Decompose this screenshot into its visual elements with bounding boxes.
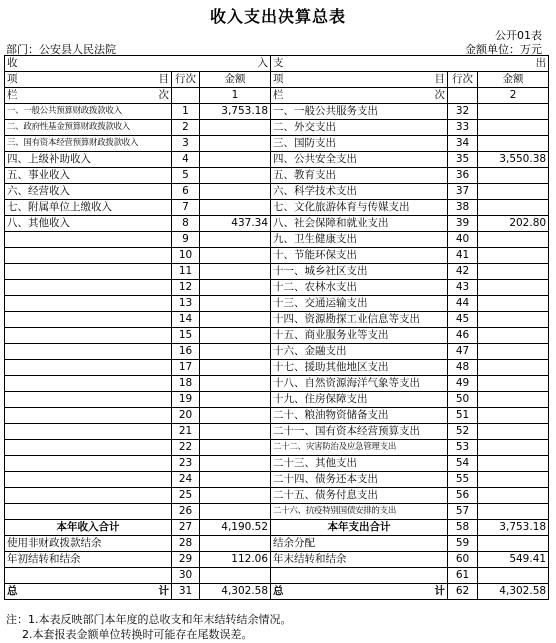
income-item-label: 五、事业收入 [5, 168, 172, 184]
expense-row-no: 51 [448, 408, 478, 424]
expense-row-no: 36 [448, 168, 478, 184]
expense-row-no: 53 [448, 440, 478, 456]
income-item-label: 七、附属单位上缴收入 [5, 200, 172, 216]
income-item-label [5, 312, 172, 328]
income-item-label [5, 280, 172, 296]
income-grand-total-label: 总 计 [5, 584, 172, 600]
expense-row-no: 42 [448, 264, 478, 280]
table-row [5, 248, 549, 264]
income-item-label [5, 472, 172, 488]
table-row [5, 392, 549, 408]
income-item-label [5, 456, 172, 472]
expense-item-label: 十八、自然资源海洋气象等支出 [271, 376, 448, 392]
expense-row-no: 55 [448, 472, 478, 488]
income-amount [200, 456, 271, 472]
income-lanci-header: 栏 次 [5, 88, 172, 104]
income-row-no: 11 [172, 264, 200, 280]
income-row-no: 14 [172, 312, 200, 328]
expense-item-label: 二十五、债务付息支出 [271, 488, 448, 504]
table-row [5, 104, 549, 120]
expense-row-no: 57 [448, 504, 478, 520]
expense-year-total-amount: 3,753.18 [478, 520, 549, 536]
expense-item-label: 十一、城乡社区支出 [271, 264, 448, 280]
expense-item-label: 十九、住房保障支出 [271, 392, 448, 408]
income-header: 收 入 [5, 56, 271, 72]
summary-table [4, 55, 549, 600]
table-row [5, 408, 549, 424]
expense-amount [478, 104, 549, 120]
expense-row-no: 39 [448, 216, 478, 232]
department-label: 部门：公安县人民法院 [6, 43, 116, 56]
table-row [5, 120, 549, 136]
expense-item-label: 七、文化旅游体育与传媒支出 [271, 200, 448, 216]
expense-amount: 202.80 [478, 216, 549, 232]
income-grand-total-no: 31 [172, 584, 200, 600]
income-item-label [5, 504, 172, 520]
expense-amount [478, 344, 549, 360]
income-item-label [5, 408, 172, 424]
income-item-label: 四、上级补助收入 [5, 152, 172, 168]
income-row-no: 23 [172, 456, 200, 472]
expense-lanci-header: 栏 次 [271, 88, 448, 104]
table-row [5, 376, 549, 392]
expense-row-no: 32 [448, 104, 478, 120]
expense-amount [478, 136, 549, 152]
table-row [5, 264, 549, 280]
expense-amount [478, 248, 549, 264]
income-item-label: 三、国有资本经营预算财政拨款收入 [5, 136, 172, 152]
expense-row-no: 46 [448, 328, 478, 344]
expense-item-label: 三、国防支出 [271, 136, 448, 152]
income-row-no: 24 [172, 472, 200, 488]
income-row-no: 21 [172, 424, 200, 440]
income-row-no: 10 [172, 248, 200, 264]
expense-amount [478, 504, 549, 520]
income-item-label [5, 328, 172, 344]
table-row [5, 136, 549, 152]
income-col-number: 1 [200, 88, 271, 104]
income-row-no: 13 [172, 296, 200, 312]
expense-amount [478, 360, 549, 376]
income-item-header: 项 目 [5, 72, 172, 88]
income-amount [200, 280, 271, 296]
income-item-label: 二、政府性基金预算财政拨款收入 [5, 120, 172, 136]
table-row [5, 200, 549, 216]
header-row-column-numbers [5, 88, 549, 104]
income-amount [200, 296, 271, 312]
table-row: 年初结转和结余 29 112.06 年末结转和结余 60 549.41 [5, 552, 549, 568]
income-row-no: 2 [172, 120, 200, 136]
expense-amount [478, 184, 549, 200]
expense-item-label: 六、科学技术支出 [271, 184, 448, 200]
income-amount [200, 200, 271, 216]
table-row [5, 328, 549, 344]
income-item-label: 一、一般公共预算财政拨款收入 [5, 104, 172, 120]
expense-item-label: 二、外交支出 [271, 120, 448, 136]
expense-item-label: 九、卫生健康支出 [271, 232, 448, 248]
expense-item-label: 二十一、国有资本经营预算支出 [271, 424, 448, 440]
expense-col-number: 2 [478, 88, 549, 104]
income-amount [200, 440, 271, 456]
income-amount [200, 344, 271, 360]
expense-year-total-label: 本年支出合计 [271, 520, 448, 536]
income-amount: 437.34 [200, 216, 271, 232]
expense-row-no: 50 [448, 392, 478, 408]
income-year-total-no: 27 [172, 520, 200, 536]
income-item-label [5, 360, 172, 376]
expense-item-label: 十、节能环保支出 [271, 248, 448, 264]
table-row [5, 456, 549, 472]
table-row [5, 488, 549, 504]
table-row [5, 168, 549, 184]
income-row-no: 4 [172, 152, 200, 168]
expense-amount [478, 296, 549, 312]
expense-amount [478, 472, 549, 488]
income-amount [200, 360, 271, 376]
income-item-label [5, 296, 172, 312]
expense-amount [478, 376, 549, 392]
income-year-total-label: 本年收入合计 [5, 520, 172, 536]
income-row-no: 17 [172, 360, 200, 376]
expense-amount [478, 312, 549, 328]
expense-row-no: 33 [448, 120, 478, 136]
expense-amount [478, 200, 549, 216]
income-row-no: 6 [172, 184, 200, 200]
expense-amount [478, 168, 549, 184]
income-row-no: 7 [172, 200, 200, 216]
income-item-label: 六、经营收入 [5, 184, 172, 200]
expense-row-no: 37 [448, 184, 478, 200]
expense-row-no: 49 [448, 376, 478, 392]
expense-amount [478, 232, 549, 248]
expense-item-label: 十七、援助其他地区支出 [271, 360, 448, 376]
header-row-columns [5, 72, 549, 88]
income-amount [200, 504, 271, 520]
expense-item-label: 二十三、其他支出 [271, 456, 448, 472]
expense-item-label: 十四、资源勘探工业信息等支出 [271, 312, 448, 328]
expense-row-no: 43 [448, 280, 478, 296]
income-amount [200, 152, 271, 168]
expense-item-label: 五、教育支出 [271, 168, 448, 184]
income-row-no: 12 [172, 280, 200, 296]
income-row-no: 15 [172, 328, 200, 344]
expense-item-label: 八、社会保障和就业支出 [271, 216, 448, 232]
expense-amount [478, 440, 549, 456]
expense-amount [478, 264, 549, 280]
income-row-no: 3 [172, 136, 200, 152]
page-title: 收入支出决算总表 [209, 7, 346, 26]
table-row [5, 504, 549, 520]
income-row-no: 5 [172, 168, 200, 184]
expense-row-no: 56 [448, 488, 478, 504]
expense-amount [478, 488, 549, 504]
grand-total-row [5, 584, 549, 600]
expense-row-no: 45 [448, 312, 478, 328]
expense-item-label: 二十六、抗疫特别国债安排的支出 [271, 504, 448, 520]
year-total-row [5, 520, 549, 536]
income-amount [200, 376, 271, 392]
income-grand-total-amount: 4,302.58 [200, 584, 271, 600]
table-row: 使用非财政拨款结余 28 结余分配 59 [5, 536, 549, 552]
table-row [5, 312, 549, 328]
expense-amount [478, 424, 549, 440]
expense-amount [478, 120, 549, 136]
income-row-no: 22 [172, 440, 200, 456]
expense-amount-header: 金额 [478, 72, 549, 88]
table-row [5, 424, 549, 440]
income-row-no: 19 [172, 392, 200, 408]
footnote-1: 注：1.本表反映部门本年度的总收支和年末结转结余情况。 [6, 613, 292, 626]
income-row-no: 26 [172, 504, 200, 520]
income-amount [200, 136, 271, 152]
expense-row-no: 48 [448, 360, 478, 376]
income-amount [200, 472, 271, 488]
income-row-no: 25 [172, 488, 200, 504]
income-amount [200, 168, 271, 184]
income-amount [200, 184, 271, 200]
expense-amount [478, 328, 549, 344]
income-item-label [5, 248, 172, 264]
income-item-label [5, 264, 172, 280]
income-row-no: 1 [172, 104, 200, 120]
expense-row-no: 41 [448, 248, 478, 264]
income-amount [200, 488, 271, 504]
table-row [5, 296, 549, 312]
income-item-label [5, 232, 172, 248]
income-amount: 3,753.18 [200, 104, 271, 120]
income-year-total-amount: 4,190.52 [200, 520, 271, 536]
income-amount [200, 120, 271, 136]
expense-item-label: 四、公共安全支出 [271, 152, 448, 168]
unit-label: 金额单位：万元 [465, 43, 542, 56]
income-item-label: 八、其他收入 [5, 216, 172, 232]
expense-row-no: 38 [448, 200, 478, 216]
expense-grand-total-no: 62 [448, 584, 478, 600]
income-item-label [5, 376, 172, 392]
expense-amount [478, 408, 549, 424]
expense-item-label: 二十、粮油物资储备支出 [271, 408, 448, 424]
expense-item-label: 十六、金融支出 [271, 344, 448, 360]
income-item-label [5, 424, 172, 440]
expense-row-no: 54 [448, 456, 478, 472]
income-amount [200, 408, 271, 424]
table-row [5, 152, 549, 168]
income-amount [200, 424, 271, 440]
table-row [5, 280, 549, 296]
income-item-label [5, 344, 172, 360]
table-row [5, 216, 549, 232]
expense-item-label: 十三、交通运输支出 [271, 296, 448, 312]
income-row-no: 18 [172, 376, 200, 392]
expense-item-header: 项 目 [271, 72, 448, 88]
expense-header: 支 出 [271, 56, 549, 72]
income-amount [200, 232, 271, 248]
income-amount [200, 264, 271, 280]
expense-grand-total-amount: 4,302.58 [478, 584, 549, 600]
income-amount [200, 328, 271, 344]
income-row-no: 16 [172, 344, 200, 360]
expense-amount [478, 392, 549, 408]
income-row-no: 9 [172, 232, 200, 248]
table-row [5, 184, 549, 200]
expense-item-label: 二十四、债务还本支出 [271, 472, 448, 488]
footnotes [6, 612, 292, 642]
expense-amount [478, 280, 549, 296]
expense-grand-total-label: 总 计 [271, 584, 448, 600]
expense-row-no: 40 [448, 232, 478, 248]
expense-row-no: 44 [448, 296, 478, 312]
expense-row-no: 52 [448, 424, 478, 440]
expense-row-no: 34 [448, 136, 478, 152]
expense-item-label: 十二、农林水支出 [271, 280, 448, 296]
income-item-label [5, 488, 172, 504]
footnote-2: 2.本套报表金额单位转换时可能存在尾数误差。 [22, 628, 253, 641]
income-amount [200, 312, 271, 328]
income-row-no: 8 [172, 216, 200, 232]
table-row [5, 232, 549, 248]
expense-item-label: 十五、商业服务业等支出 [271, 328, 448, 344]
table-row [5, 472, 549, 488]
income-rowno-header: 行次 [172, 72, 200, 88]
expense-item-label: 一、一般公共服务支出 [271, 104, 448, 120]
expense-amount: 3,550.38 [478, 152, 549, 168]
expense-item-label: 二十二、灾害防治及应急管理支出 [271, 440, 448, 456]
form-number: 公开01表 [495, 29, 542, 42]
expense-amount [478, 456, 549, 472]
table-row: 30 61 [5, 568, 549, 584]
table-row [5, 440, 549, 456]
income-amount-header: 金额 [200, 72, 271, 88]
header-row-income-expense [5, 56, 549, 72]
expense-rowno-header: 行次 [448, 72, 478, 88]
income-amount [200, 392, 271, 408]
income-item-label [5, 392, 172, 408]
expense-row-no: 47 [448, 344, 478, 360]
income-amount [200, 248, 271, 264]
income-item-label [5, 440, 172, 456]
expense-year-total-no: 58 [448, 520, 478, 536]
income-row-no: 20 [172, 408, 200, 424]
table-row [5, 344, 549, 360]
expense-row-no: 35 [448, 152, 478, 168]
table-row [5, 360, 549, 376]
